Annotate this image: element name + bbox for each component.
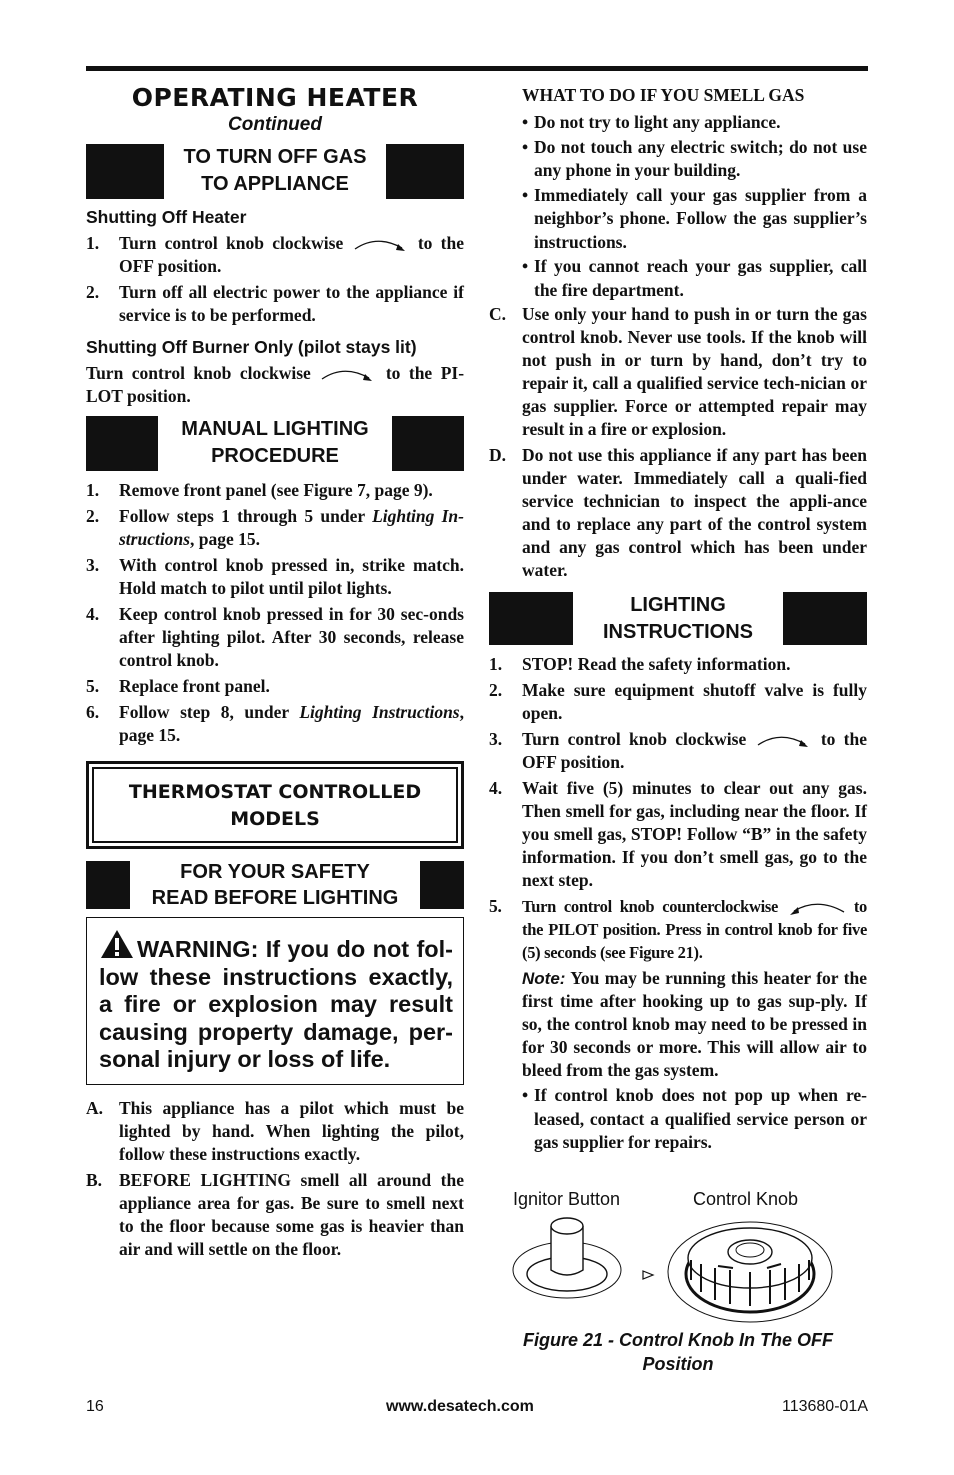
step-number: D. [489,445,507,465]
step-text-pre: Follow steps 1 through 5 under [119,506,373,526]
list-item [86,701,464,747]
step-text [119,505,464,551]
shutoff-burner-text [86,362,464,408]
safety-heading-line2: READ BEFORE LIGHTING [151,887,399,909]
shutoff-heater-heading: Shutting Off Heater [86,207,247,227]
step-text: BEFORE LIGHTING smell all around the appliance area for gas. Be sure to smell next to the floor because some gas is heavier than air and will settle on the floor. [119,1169,464,1259]
lighting-heading [573,592,783,645]
bar-block-left [86,416,158,471]
burner-text-post: to the PI-LOT position. [86,363,465,406]
manual-heading-bar [86,416,464,471]
bar-block-left [86,144,164,199]
list-item [489,895,867,964]
list-item [86,603,464,672]
step-number: 6. [86,702,100,722]
step-number: 4. [86,604,100,624]
step-text: Do not use this appliance if any part has been under water. Immediately call a quali-fied service technician to inspect the appli-ance and to replace any part of the control system and any gas control which has been under water. [522,445,867,580]
step-number: 2. [489,680,503,700]
step-text-pre: Turn control knob clockwise [119,233,344,253]
manual-steps [86,479,464,747]
safety-heading [130,859,420,909]
step-text-italic: Lighting In-structions [119,506,464,549]
bullet: • [522,256,529,276]
list-item [489,777,867,892]
lighting-steps [489,653,867,964]
ignitor-button-label: Ignitor Button [513,1189,621,1209]
step-text: Make sure equipment shutoff valve is fully open. [522,680,867,723]
warning-text [99,928,453,1074]
figure-caption-line2: Position [642,1354,714,1374]
warning-box [86,917,464,1085]
step-number: 5. [86,676,100,696]
safety-heading-line1: FOR YOUR SAFETY [180,861,370,883]
note-label: Note: [522,969,566,988]
left-column [86,84,464,1264]
step-number: 3. [489,729,503,749]
list-item [86,554,464,600]
list-item [86,479,464,502]
bar-block-right [386,144,464,199]
section-subtitle: Continued [228,114,322,135]
step-text [522,895,867,964]
step-number: 5. [489,896,502,916]
figure-caption [489,1328,867,1376]
step-text: Keep control knob pressed in for 30 sec-onds after lighting pilot. After 30 seconds, release control knob. [119,604,464,670]
warning-message: WARNING: If you do not fol-low these instructions exactly, a fire or explosion may result causing property damage, per-sonal injury or loss of life. [99,936,453,1072]
step-text: Remove front panel (see Figure 7, page 9). [119,480,433,500]
manual-heading-line2: PROCEDURE [211,445,339,467]
step-text [119,701,464,747]
step-text: STOP! Read the safety information. [522,654,791,674]
thermostat-heading [92,767,458,843]
step-text [522,728,867,774]
safety-steps-cd [489,303,867,582]
step-number: 4. [489,778,503,798]
step-number: 2. [86,506,100,526]
step-text-italic: Lighting Instructions [299,702,460,722]
control-knob-drawing [668,1222,832,1322]
pointer-triangle-icon [643,1271,653,1279]
smell-gas-heading: WHAT TO DO IF YOU SMELL GAS [522,85,805,105]
safety-steps-ab [86,1097,464,1261]
bullet: • [522,112,529,132]
safety-heading-bar [86,861,464,909]
step-text-post: to the OFF position. [119,233,465,276]
step-text [119,232,464,278]
step-text: This appliance has a pilot which must be lighted by hand. When lighting the pilot, follow these instructions exactly. [119,1097,464,1164]
bullet: • [522,184,529,205]
list-item [489,444,867,582]
clockwise-arrow-icon [352,236,410,254]
list-item [522,184,867,255]
clockwise-arrow-icon [755,732,813,750]
step-number: C. [489,304,507,324]
step-number: 3. [86,555,100,575]
bullet-text: If you cannot reach your gas supplier, call the fire department. [534,256,867,300]
lighting-heading-line1: LIGHTING [630,594,726,616]
thermostat-section-box [86,761,464,849]
bullet: • [522,1085,529,1105]
control-knob-label: Control Knob [693,1189,799,1209]
bar-block-right [392,416,464,471]
step-text: Wait five (5) minutes to clear out any gas. Then smell for gas, including near the floor. If you smell gas, STOP! Follow “B” in the safety information. If you don’t smell gas, go to the next step. [522,778,867,890]
list-item [489,679,867,725]
list-item [489,653,867,676]
list-item [489,728,867,774]
step-text-pre: Turn control knob clockwise [522,729,747,749]
bar-block-left [489,592,573,645]
counterclockwise-arrow-icon [786,899,846,917]
list-item [86,232,464,278]
lighting-heading-line2: INSTRUCTIONS [603,621,753,643]
manual-heading-line1: MANUAL LIGHTING [181,418,369,440]
step-text-post: to the OFF position. [522,729,868,772]
turnoff-heading-line1: TO TURN OFF GAS [183,146,367,168]
page-footer [86,1398,868,1420]
shutoff-burner-heading: Shutting Off Burner Only (pilot stays lit) [86,337,417,357]
thermostat-heading-line1: THERMOSTAT CONTROLLED [128,781,422,803]
step-number: 1. [86,480,100,500]
bar-block-left [86,861,130,909]
step-number: 1. [489,654,503,674]
list-item [86,505,464,551]
bullet-text: Do not try to light any appliance. [534,112,781,132]
turnoff-heading-bar [86,144,464,199]
turnoff-heading [164,144,386,199]
list-item [86,675,464,698]
bar-block-right [783,592,867,645]
note-list [489,1084,867,1155]
list-item [86,1097,464,1166]
list-item [489,303,867,441]
turnoff-heading-line2: TO APPLIANCE [201,173,349,195]
bar-block-right [420,861,464,909]
list-item [86,281,464,327]
right-column [489,84,867,1156]
bullet-text: If control knob does not pop up when re-leased, contact a qualified service person or gas supplier for repairs. [534,1085,867,1152]
bullet: • [522,136,529,157]
step-text: Use only your hand to push in or turn the gas control knob. Never use tools. If the knob will not push in or turn by hand, don’t try to repair it, call a qualified service tech-nician or gas supplier. Force or attempted repair may result in a fire or explosion. [522,304,867,439]
list-item [522,111,867,135]
footer-url[interactable]: www.desatech.com [386,1398,534,1415]
bullet-text: Do not touch any electric switch; do not use any phone in your building. [534,136,867,180]
burner-text-pre: Turn control knob clockwise [86,363,311,383]
step-number: B. [86,1169,103,1190]
step-text-post: to the PILOT position. Press in control knob for five (5) seconds (see Figure 21). [522,897,868,962]
clockwise-arrow-icon [319,366,377,384]
figure-caption-line1: Figure 21 - Control Knob In The OFF [523,1330,833,1350]
list-item [86,1169,464,1261]
figure-21-illustration [505,1212,835,1327]
list-item [522,1084,867,1155]
list-item [522,255,867,302]
step-text-pre: Turn control knob counterclockwise [522,897,779,916]
note-paragraph [489,967,867,1082]
step-number: A. [86,1097,104,1118]
step-text-post: , page 15. [190,529,260,549]
ignitor-button-drawing [513,1218,621,1298]
list-item [522,136,867,183]
shutoff-steps [86,232,464,327]
lighting-heading-bar [489,592,867,645]
step-text: Turn off all electric power to the appliance if service is to be performed. [119,282,464,325]
step-text-post: , page 15. [119,702,464,745]
bullet-text: Immediately call your gas supplier from a neighbor’s phone. Follow the gas supplier’s instructions. [534,184,867,252]
step-text: Replace front panel. [119,676,270,696]
smell-gas-list [489,111,867,302]
note-text: You may be running this heater for the first time after hooking up to gas sup-ply. If so, the control knob may need to be pressed in for 30 seconds or more. This will allow air to bleed from the gas system. [522,968,867,1080]
section-title: OPERATING HEATER [131,83,419,112]
step-text-pre: Follow step 8, under [119,702,300,722]
warning-triangle-icon [99,928,135,960]
document-code: 113680-01A [782,1398,868,1415]
thermostat-heading-line2: MODELS [230,808,320,830]
step-text: With control knob pressed in, strike match. Hold match to pilot until pilot lights. [119,555,464,598]
step-number: 1. [86,233,100,253]
top-rule [86,66,868,71]
manual-heading [158,416,392,471]
step-number: 2. [86,282,100,302]
page-number: 16 [86,1398,104,1415]
